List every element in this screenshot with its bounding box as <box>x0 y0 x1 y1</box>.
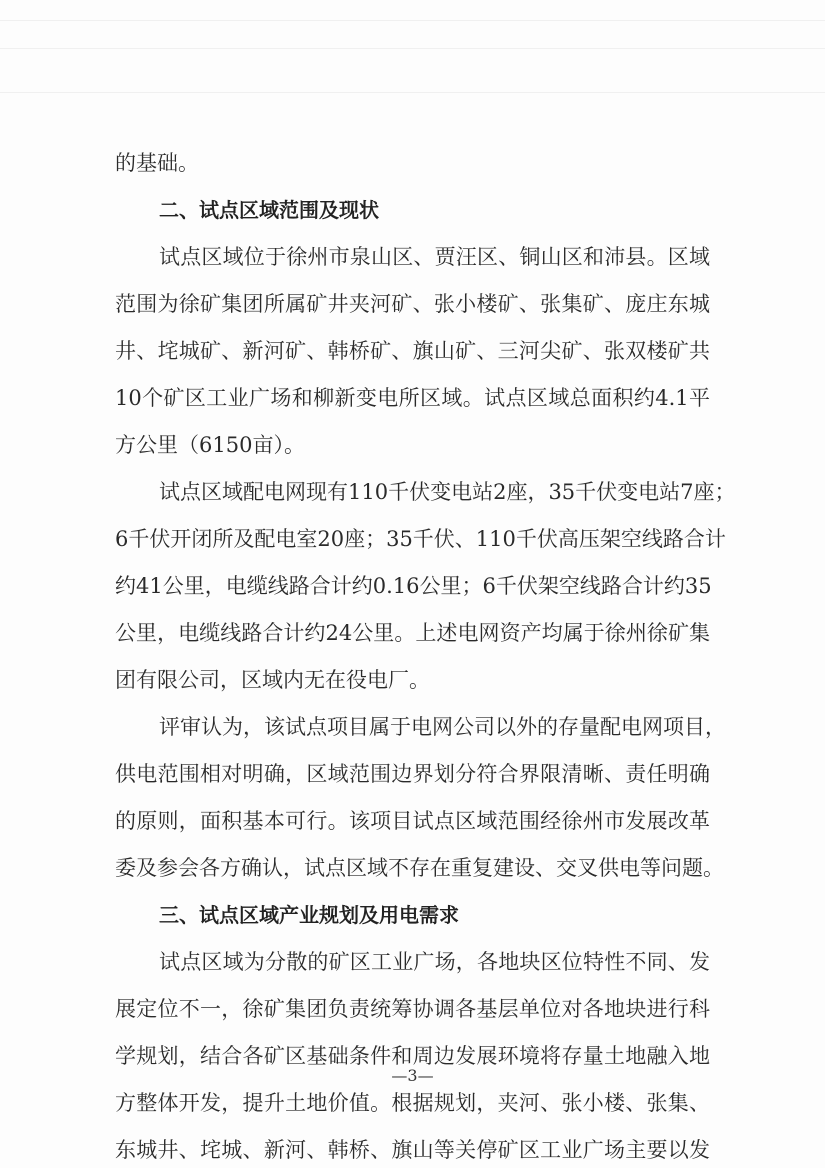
paragraph-line: 试点区域位于徐州市泉山区、贾汪区、铜山区和沛县。区域 <box>159 245 710 269</box>
paragraph-line: 试点区域为分散的矿区工业广场，各地块区位特性不同、发 <box>159 950 710 974</box>
paragraph-line: 6千伏开闭所及配电室20座；35千伏、110千伏高压架空线路合计 <box>115 527 726 551</box>
paragraph-line: 团有限公司，区域内无在役电厂。 <box>115 668 430 692</box>
paragraph-line: 试点区域配电网现有110千伏变电站2座，35千伏变电站7座； <box>159 480 736 504</box>
paragraph-line: 方整体开发，提升土地价值。根据规划，夹河、张小楼、张集、 <box>115 1091 710 1115</box>
paragraph-line: 的原则，面积基本可行。该项目试点区域范围经徐州市发展改革 <box>115 809 710 833</box>
paragraph-line: 10个矿区工业广场和柳新变电所区域。试点区域总面积约4.1平 <box>115 386 710 410</box>
paragraph-line: 委及参会各方确认，试点区域不存在重复建设、交叉供电等问题。 <box>115 856 724 880</box>
paragraph-line: 供电范围相对明确，区域范围边界划分符合界限清晰、责任明确 <box>115 762 710 786</box>
paragraph-line: 评审认为，该试点项目属于电网公司以外的存量配电网项目， <box>159 715 726 739</box>
paragraph-line: 方公里（6150亩）。 <box>115 433 305 457</box>
paragraph-line: 学规划，结合各矿区基础条件和周边发展环境将存量土地融入地 <box>115 1044 710 1068</box>
page-number: —3— <box>391 1066 434 1085</box>
section-heading-2: 二、试点区域范围及现状 <box>159 198 379 222</box>
text-line: 的基础。 <box>115 151 199 175</box>
paragraph-line: 公里，电缆线路合计约24公里。上述电网资产均属于徐州徐矿集 <box>115 621 710 645</box>
paragraph-line: 展定位不一，徐矿集团负责统筹协调各基层单位对各地块进行科 <box>115 997 710 1021</box>
section-heading-3: 三、试点区域产业规划及用电需求 <box>159 903 459 927</box>
paragraph-line: 约41公里，电缆线路合计约0.16公里；6千伏架空线路合计约35 <box>115 574 712 598</box>
paragraph-line: 东城井、垞城、新河、韩桥、旗山等关停矿区工业广场主要以发 <box>115 1138 710 1162</box>
paragraph-line: 井、垞城矿、新河矿、韩桥矿、旗山矿、三河尖矿、张双楼矿共 <box>115 339 710 363</box>
paragraph-line: 范围为徐矿集团所属矿井夹河矿、张小楼矿、张集矿、庞庄东城 <box>115 292 710 316</box>
